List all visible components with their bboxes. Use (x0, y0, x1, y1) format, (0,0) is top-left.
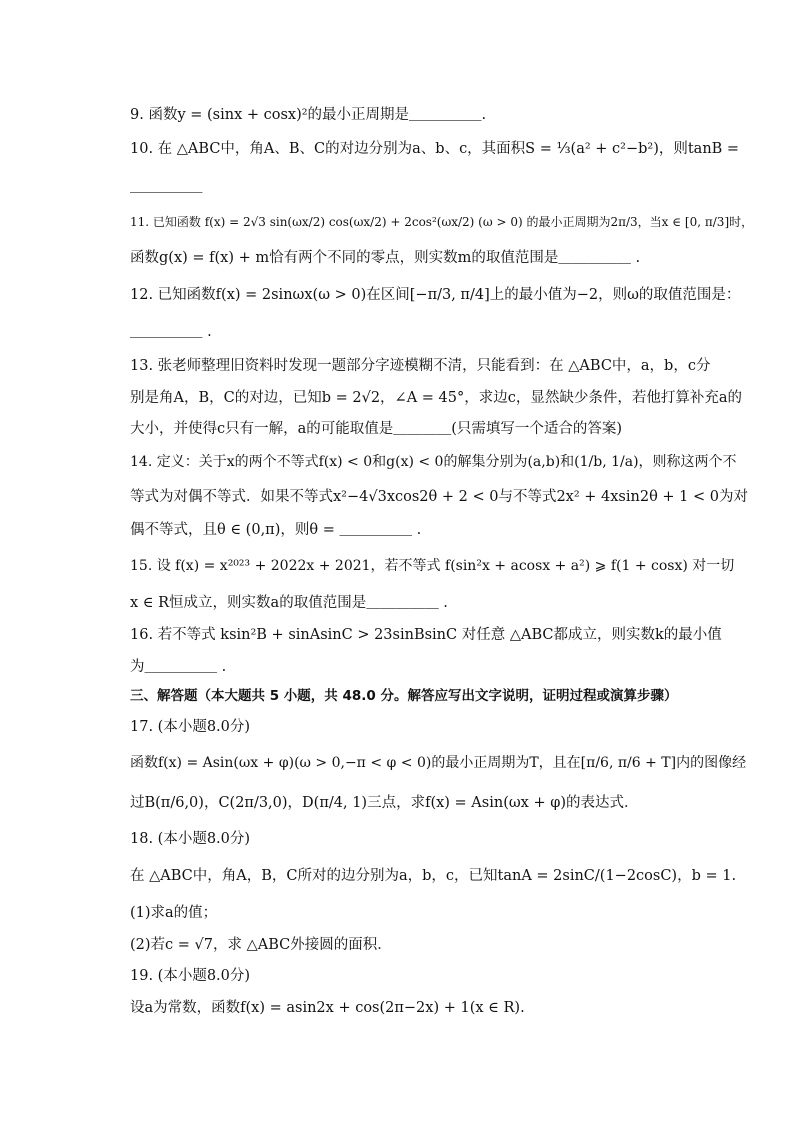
question-13-line1: 13. 张老师整理旧资料时发现一题部分字迹模糊不清，只能看到：在 △ABC中，a，b，c分 (130, 358, 711, 374)
question-12-line1: 12. 已知函数f(x) = 2sinωx(ω > 0)在区间[−π/3, π/4]上的最小值为−2，则ω的取值范围是： (130, 287, 741, 303)
question-16-line2: 为＿＿＿＿＿ . (130, 659, 227, 675)
section-3-heading: 三、解答题（本大题共 5 小题，共 48.0 分。解答应写出文字说明，证明过程或演算步骤） (130, 688, 678, 704)
question-19-line1: 设a为常数，函数f(x) = asin2x + cos(2π−2x) + 1(x ∈ R). (130, 1000, 525, 1016)
question-12-line2: ＿＿＿＿＿ . (130, 324, 212, 340)
question-17-line2: 过B(π/6,0)，C(2π/3,0)，D(π/4, 1)三点，求f(x) = Asin(ωx + φ)的表达式． (130, 795, 639, 811)
question-9: 9. 函数y = (sinx + cosx)²的最小正周期是＿＿＿＿＿. (130, 107, 487, 123)
question-10-line2: ＿＿＿＿＿ (130, 179, 203, 195)
question-14-line2: 等式为对偶不等式．如果不等式x²−4√3xcos2θ + 2 < 0与不等式2x² + 4xsin2θ + 1 < 0为对 (130, 489, 748, 505)
question-16-line1: 16. 若不等式 ksin²B + sinAsinC > 23sinBsinC 对任意 △ABC都成立，则实数k的最小值 (130, 627, 722, 643)
question-18-part2: (2)若c = √7，求 △ABC外接圆的面积． (130, 937, 392, 953)
question-17-header: 17. (本小题8.0分) (130, 719, 251, 735)
question-11-line2: 函数g(x) = f(x) + m恰有两个不同的零点，则实数m的取值范围是＿＿＿＿＿ . (130, 250, 641, 266)
question-13-line2: 别是角A，B，C的对边，已知b = 2√2，∠A = 45°，求边c，显然缺少条件，若他打算补充a的 (130, 390, 743, 406)
question-15-line2: x ∈ R恒成立，则实数a的取值范围是＿＿＿＿＿ . (130, 595, 448, 611)
question-11-line1: 11. 已知函数 f(x) = 2√3 sin(ωx/2) cos(ωx/2) + 2cos²(ωx/2) (ω > 0) 的最小正周期为2π/3，当x ∈ [0, π/3]时， (130, 215, 754, 229)
question-17-line1: 函数f(x) = Asin(ωx + φ)(ω > 0,−π < φ < 0)的最小正周期为T，且在[π/6, π/6 + T]内的图像经 (130, 755, 747, 771)
question-14-line1: 14. 定义：关于x的两个不等式f(x) < 0和g(x) < 0的解集分别为(a,b)和(1/b, 1/a)，则称这两个不 (130, 454, 737, 470)
question-13-line3: 大小，并使得c只有一解，a的可能取值是＿＿＿＿(只需填写一个适合的答案) (130, 421, 623, 437)
question-19-header: 19. (本小题8.0分) (130, 968, 251, 984)
question-18-part1: (1)求a的值； (130, 905, 218, 921)
question-15-line1: 15. 设 f(x) = x²⁰²³ + 2022x + 2021，若不等式 f(sin²x + acosx + a²) ⩾ f(1 + cosx) 对一切 (130, 558, 735, 574)
question-18-header: 18. (本小题8.0分) (130, 831, 251, 847)
question-14-line3: 偶不等式，且θ ∈ (0,π)，则θ = ＿＿＿＿＿ . (130, 522, 422, 538)
question-10-line1: 10. 在 △ABC中，角A、B、C的对边分别为a、b、c，其面积S = ⅓(a² + c²−b²)，则tanB = (130, 141, 740, 157)
question-18-line1: 在 △ABC中，角A，B，C所对的边分别为a，b，c，已知tanA = 2sinC/(1−2cosC)，b = 1. (130, 868, 737, 884)
